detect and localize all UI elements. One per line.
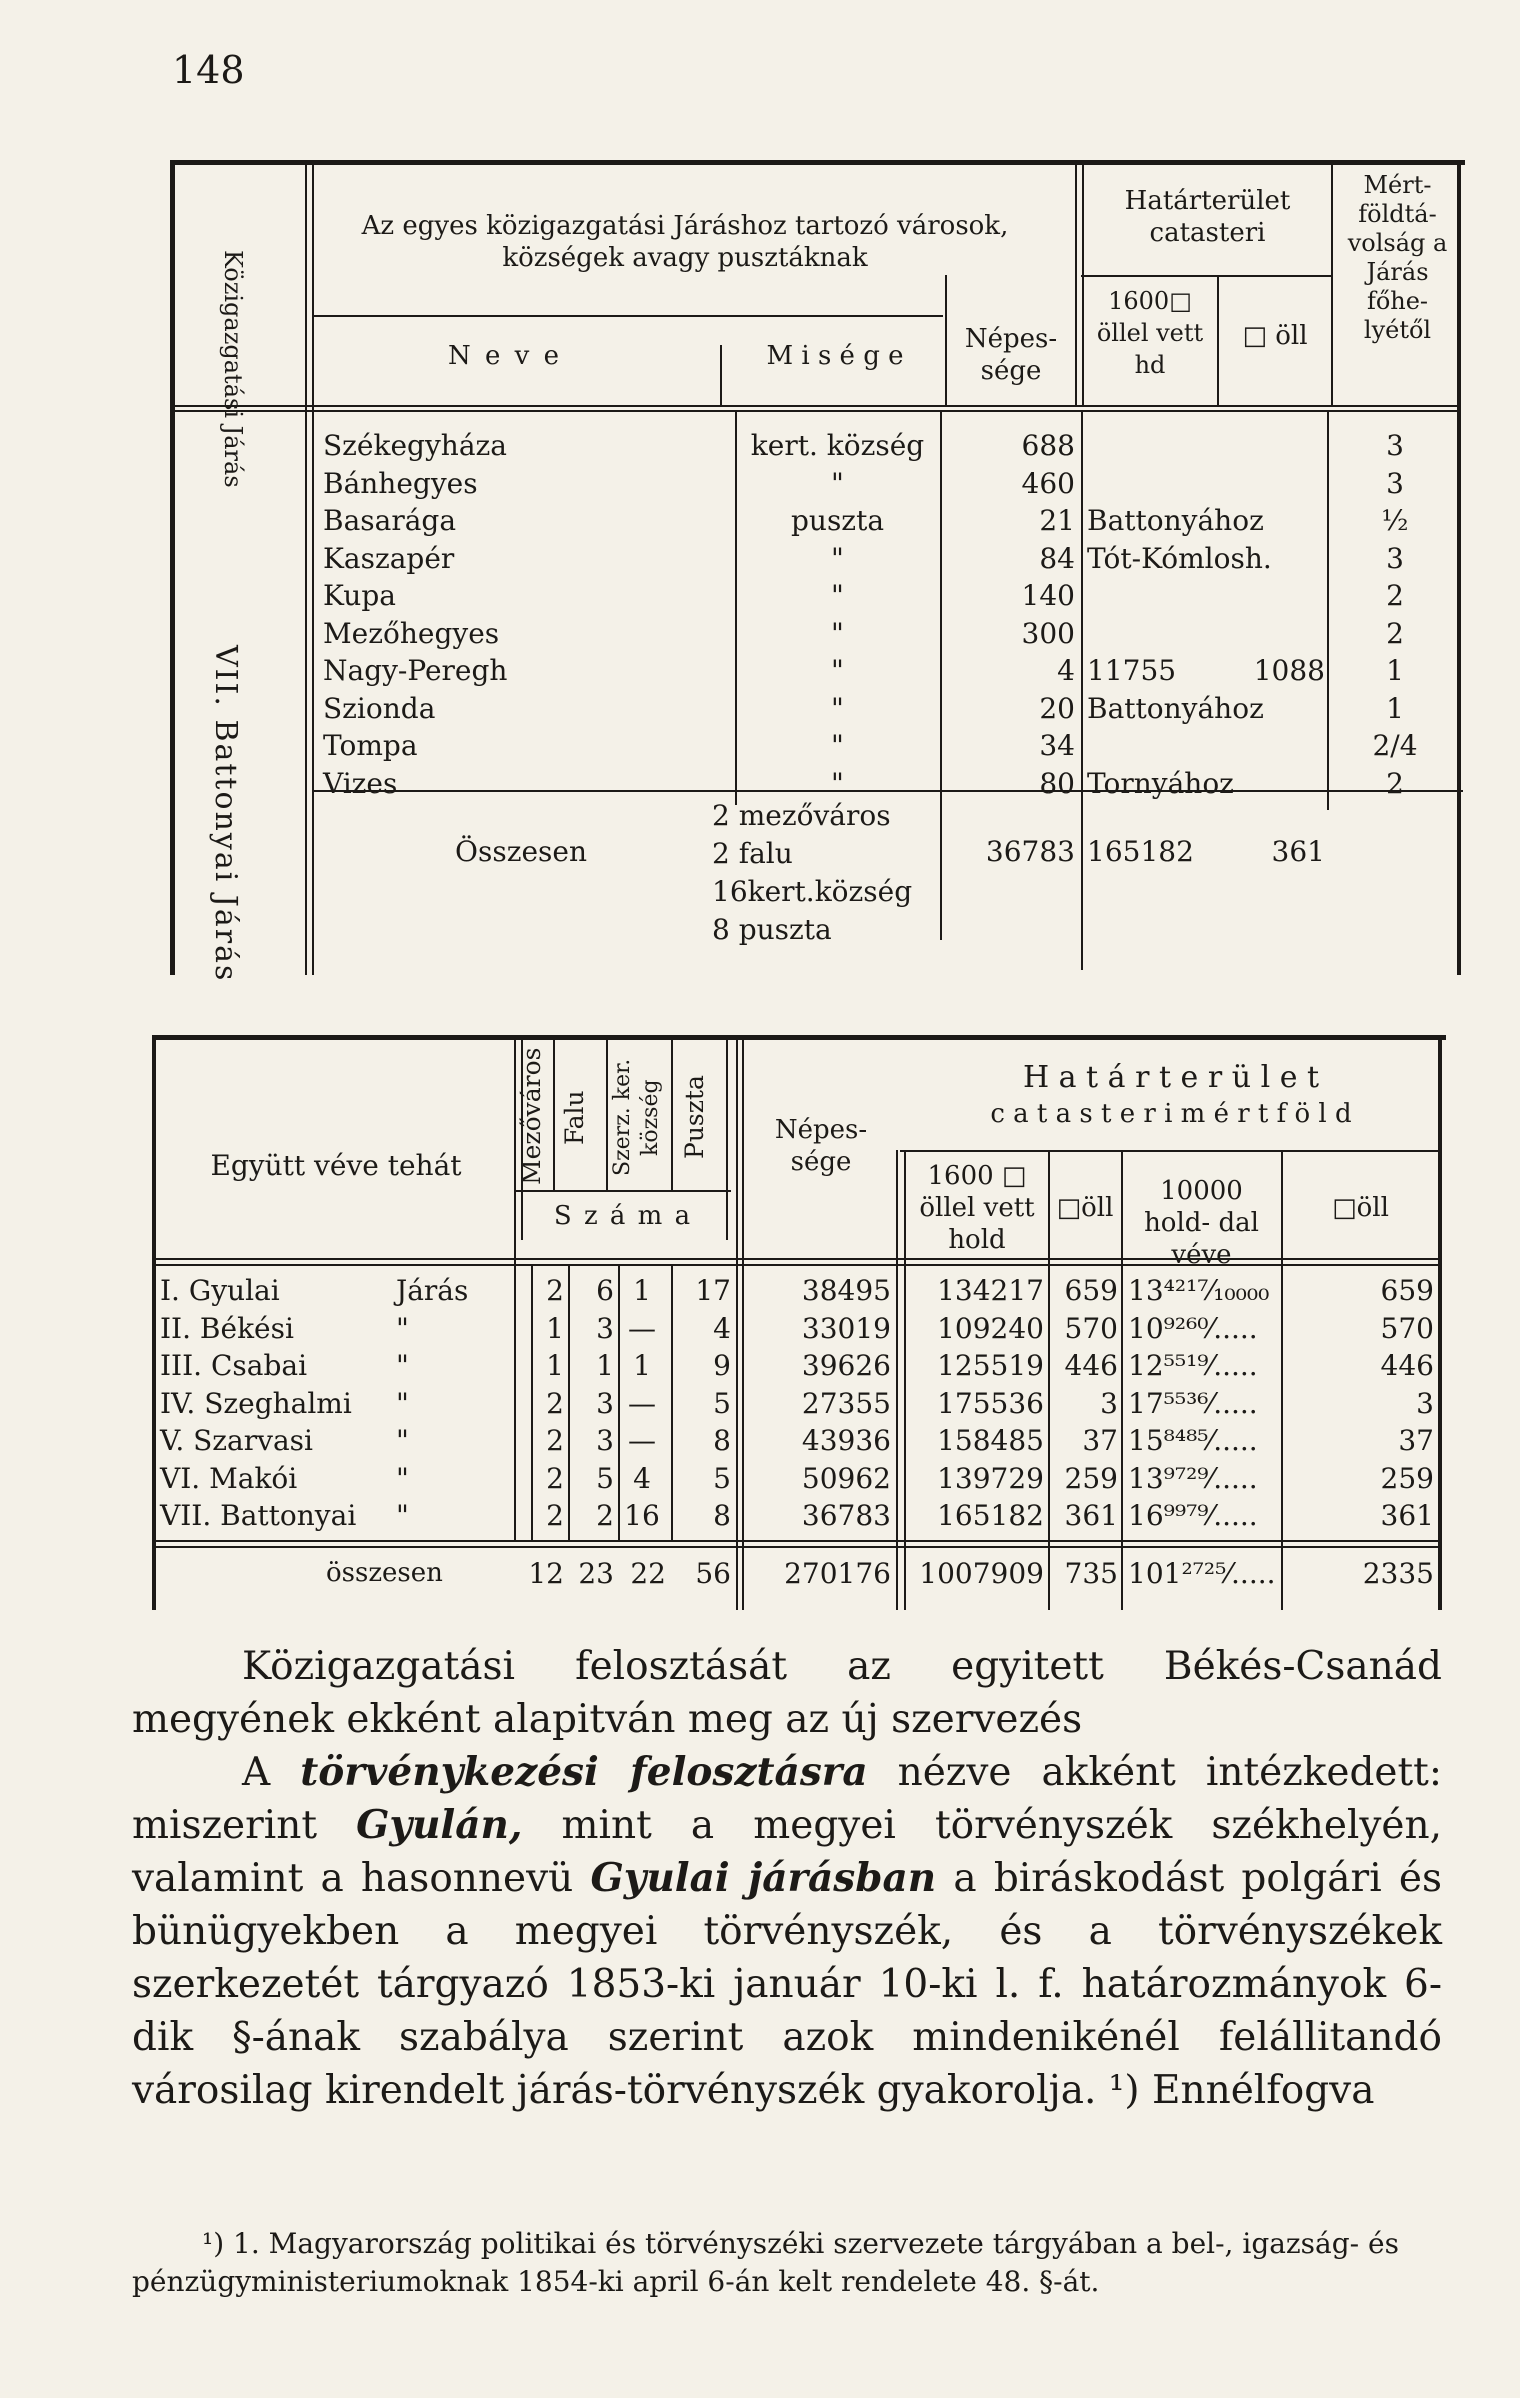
town-population: 20 [1039,691,1075,725]
district-suffix: " [396,1461,409,1495]
falu-count: 3 [596,1311,614,1345]
szerz-count: — [628,1424,656,1457]
puszta-count: 8 [713,1424,731,1457]
oll-b: 659 [1380,1274,1434,1307]
town-type: " [831,616,844,650]
mezovaros-count: 2 [546,1499,564,1532]
population: 36783 [801,1499,891,1532]
paragraph-2 [132,1746,1442,2117]
town-population: 460 [1021,466,1075,500]
header-1600: 1600□ öllel vett hd [1096,287,1204,379]
town-area: Battonyához [1087,504,1264,537]
falu-count: 3 [596,1386,614,1420]
total-type-kertkozseg: 16kert.község [712,875,913,908]
town-type: " [831,654,844,687]
header-falu: Falu [560,1090,589,1145]
puszta-count: 5 [713,1461,731,1495]
header-oll3: □öll [1332,1193,1389,1223]
town-distance: ½ [1381,504,1409,537]
town-population: 84 [1039,541,1075,575]
town-distance: 3 [1386,541,1404,575]
falu-count: 5 [596,1461,614,1495]
oll-a: 259 [1064,1461,1118,1495]
hold: 139729 [937,1461,1044,1495]
town-name: Vizes [323,766,398,800]
district-suffix: " [396,1386,409,1420]
mertfold: 13⁴²¹⁷⁄₁₀₀₀₀ [1128,1274,1270,1307]
town-type: " [831,729,844,762]
district-name: V. Szarvasi [160,1424,313,1457]
town-distance: 1 [1386,654,1404,687]
total-oll-b: 2335 [1362,1557,1434,1590]
total-label: Összesen [455,835,587,868]
total-area: 165182 [1087,835,1194,868]
town-distance: 2 [1386,616,1404,650]
district-name: VI. Makói [160,1461,298,1495]
p2-part-b: nézve akként intézkedett: miszerint [132,1750,1442,1848]
district-name: I. Gyulai [160,1274,280,1307]
hold: 109240 [937,1311,1044,1345]
town-population: 140 [1021,579,1075,612]
district-name: IV. Szeghalmi [160,1386,352,1420]
town-distance: 2/4 [1372,729,1418,762]
footnote [132,2225,1442,2301]
total-szerz: 22 [630,1557,666,1590]
town-distance: 3 [1386,466,1404,500]
district-name: II. Békési [160,1311,294,1345]
hold: 134217 [937,1274,1044,1307]
hold: 175536 [937,1386,1044,1420]
population: 33019 [801,1311,891,1345]
falu-count: 2 [596,1499,614,1532]
total-falu: 23 [578,1557,614,1590]
szerz-count: 16 [624,1499,660,1532]
puszta-count: 9 [713,1349,731,1382]
header-10000: 10000 hold- dal véve [1144,1176,1259,1270]
szerz-count: 4 [633,1461,651,1495]
mezovaros-count: 2 [546,1274,564,1307]
mezovaros-count: 2 [546,1461,564,1495]
header-1600-hold: 1600 □ öllel vett hold [919,1161,1035,1255]
puszta-count: 4 [713,1311,731,1345]
oll-a: 361 [1064,1499,1118,1532]
total-oll: 361 [1271,835,1325,868]
p2-emphasis-1: törvénykezési felosztásra [300,1749,868,1795]
header-oll2: □öll [1056,1193,1114,1223]
town-type: " [831,579,844,612]
hold: 125519 [937,1349,1044,1382]
oll-a: 659 [1064,1274,1118,1307]
oll-a: 37 [1082,1424,1118,1457]
header-mertfold: Mért- földtá- volság a Járás főhe- lyétől [1347,171,1448,344]
p2-emphasis-2: Gyulán, [356,1802,523,1848]
mertfold: 13⁹⁷²⁹⁄..... [1128,1461,1258,1495]
town-distance: 3 [1386,429,1404,462]
header-neve: N e v e [447,341,562,371]
total-mezovaros: 12 [528,1557,564,1590]
header-szama: S z á m a [553,1201,693,1231]
szerz-count: 1 [633,1349,651,1382]
header-oll: □ öll [1242,321,1308,351]
town-type: " [831,766,844,800]
town-population: 80 [1039,766,1075,800]
total-hold: 1007909 [919,1557,1044,1590]
town-area: Battonyához [1087,691,1264,725]
oll-b: 3 [1416,1386,1434,1420]
falu-count: 1 [596,1349,614,1382]
header-hatarterulet: Határterület catasteri [1124,186,1291,248]
puszta-count: 17 [695,1274,731,1307]
oll-a: 570 [1064,1311,1118,1345]
p2-emphasis-3: Gyulai járásban [590,1855,937,1901]
mertfold: 17⁵⁵³⁶⁄..... [1128,1386,1258,1420]
town-name: Mezőhegyes [323,616,500,650]
total-puszta: 56 [695,1557,731,1590]
town-name: Bánhegyes [323,466,478,500]
population: 38495 [801,1274,891,1307]
mezovaros-count: 1 [546,1311,564,1345]
header-mezovaros: Mezőváros [517,1047,546,1185]
district-towns-table [170,160,1465,983]
town-area: 11755 [1087,654,1177,687]
town-type: puszta [790,504,885,537]
town-population: 4 [1057,654,1075,687]
header-puszta: Puszta [680,1075,709,1160]
town-population: 34 [1039,729,1075,762]
town-type: " [831,466,844,500]
mertfold: 15⁸⁴⁸⁵⁄..... [1128,1424,1258,1457]
town-name: Kupa [323,579,396,612]
header-egyutt: Együtt véve tehát [210,1149,462,1182]
page-number: 148 [172,48,245,92]
mezovaros-count: 2 [546,1424,564,1457]
oll-b: 259 [1380,1461,1434,1495]
body-text [132,1640,1442,2117]
town-area: Tót-Kómlosh. [1087,541,1272,575]
total-mertfold: 101²⁷²⁵⁄..... [1128,1557,1276,1590]
population: 39626 [801,1349,891,1382]
falu-count: 3 [596,1424,614,1457]
town-type: " [831,541,844,575]
town-oll: 1088 [1253,654,1325,687]
town-type: " [831,691,844,725]
header-jaras: Közigazgatási Járás [219,250,247,488]
header-nepesseg2: Népes- sége [774,1115,868,1177]
mezovaros-count: 1 [546,1349,564,1382]
header-nepesseg: Népes- sége [964,324,1058,386]
town-population: 21 [1039,504,1075,537]
p2-part-d: a biráskodást polgári és bünügyekben a megyei törvényszék, és a törvényszékek szerkezetét tárgyazó 1853-ki január 10-ki l. f. határozmányok 6-dik §-ának szabálya szerint azok mindenikénél felállitandó városilag kirendelt járás-törvényszék gyakorolja. ¹) Ennélfogva [132,1856,1442,2113]
town-name: Székegyháza [323,429,507,462]
p2-part-c: mint a megyei törvényszék székhelyén, valamint a hasonnevü [132,1803,1442,1901]
population: 43936 [801,1424,891,1457]
total-nepesseg: 270176 [784,1557,891,1590]
hold: 158485 [937,1424,1044,1457]
mezovaros-count: 2 [546,1386,564,1420]
total-types [712,797,912,949]
p2-part-a: A [242,1750,301,1795]
town-name: Tompa [323,729,418,762]
total-label2: összesen [326,1558,443,1588]
district-suffix: " [396,1311,409,1345]
town-distance: 2 [1386,579,1404,612]
szerz-count: — [628,1386,656,1420]
town-area: Tornyához [1087,766,1234,800]
district-summary-table [152,1035,1446,1610]
oll-b: 361 [1380,1499,1434,1532]
header-szerz-kozseg: Szerz. ker. község [610,1058,663,1177]
town-name: Kaszapér [323,541,455,575]
mertfold: 12⁵⁵¹⁹⁄..... [1128,1349,1258,1382]
district-suffix: " [396,1424,409,1457]
district-name: VII. Battonyai [160,1499,357,1532]
puszta-count: 5 [713,1386,731,1420]
district-suffix: " [396,1499,409,1532]
total-type-falu: 2 falu [712,837,793,870]
paragraph-1: Közigazgatási felosztását az egyitett Békés-Csanád megyének ekként alapitván meg az új szervezés [132,1644,1442,1742]
oll-b: 446 [1380,1349,1434,1382]
total-type-puszta: 8 puszta [712,913,832,946]
town-type: kert. község [750,429,925,462]
header-hatarterulet2: H a t á r t e r ü l e t [1022,1060,1320,1095]
header-towns: Az egyes közigazgatási Járáshoz tartozó városok, községek avagy pusztáknak [361,211,1009,273]
population: 50962 [801,1461,891,1495]
total-type-mezovaros: 2 mezőváros [712,799,891,832]
district-name: III. Csabai [160,1349,308,1382]
district-name: VII. Battonyai Járás [208,645,243,983]
header-catasteri: c a t a s t e r i m é r t f ö l d [990,1099,1352,1129]
total-oll-a: 735 [1064,1557,1118,1590]
total-population: 36783 [985,835,1075,868]
district-suffix: Járás [396,1274,469,1307]
mertfold: 10⁹²⁶⁰⁄..... [1128,1311,1258,1345]
town-population: 300 [1021,616,1075,650]
oll-b: 37 [1398,1424,1434,1457]
population: 27355 [801,1386,891,1420]
town-name: Basarága [323,504,457,537]
oll-a: 3 [1100,1386,1118,1420]
town-distance: 2 [1386,766,1404,800]
town-name: Szionda [323,691,436,725]
falu-count: 6 [596,1274,614,1307]
district-suffix: " [396,1349,409,1382]
hold: 165182 [937,1499,1044,1532]
header-minosege: M i s é g e [766,341,904,371]
puszta-count: 8 [713,1499,731,1532]
mertfold: 16⁹⁹⁷⁹⁄..... [1128,1499,1258,1532]
town-population: 688 [1021,429,1075,462]
oll-a: 446 [1064,1349,1118,1382]
oll-b: 570 [1380,1311,1434,1345]
town-name: Nagy-Peregh [323,654,508,687]
footnote-text: ¹) 1. Magyarország politikai és törvényszéki szervezete tárgyában a bel-, igazság- és pénzügyministeriumoknak 1854-ki april 6-án kelt rendelete 48. §-át. [132,2227,1399,2298]
town-distance: 1 [1386,691,1404,725]
szerz-count: 1 [633,1274,651,1307]
szerz-count: — [628,1311,656,1345]
